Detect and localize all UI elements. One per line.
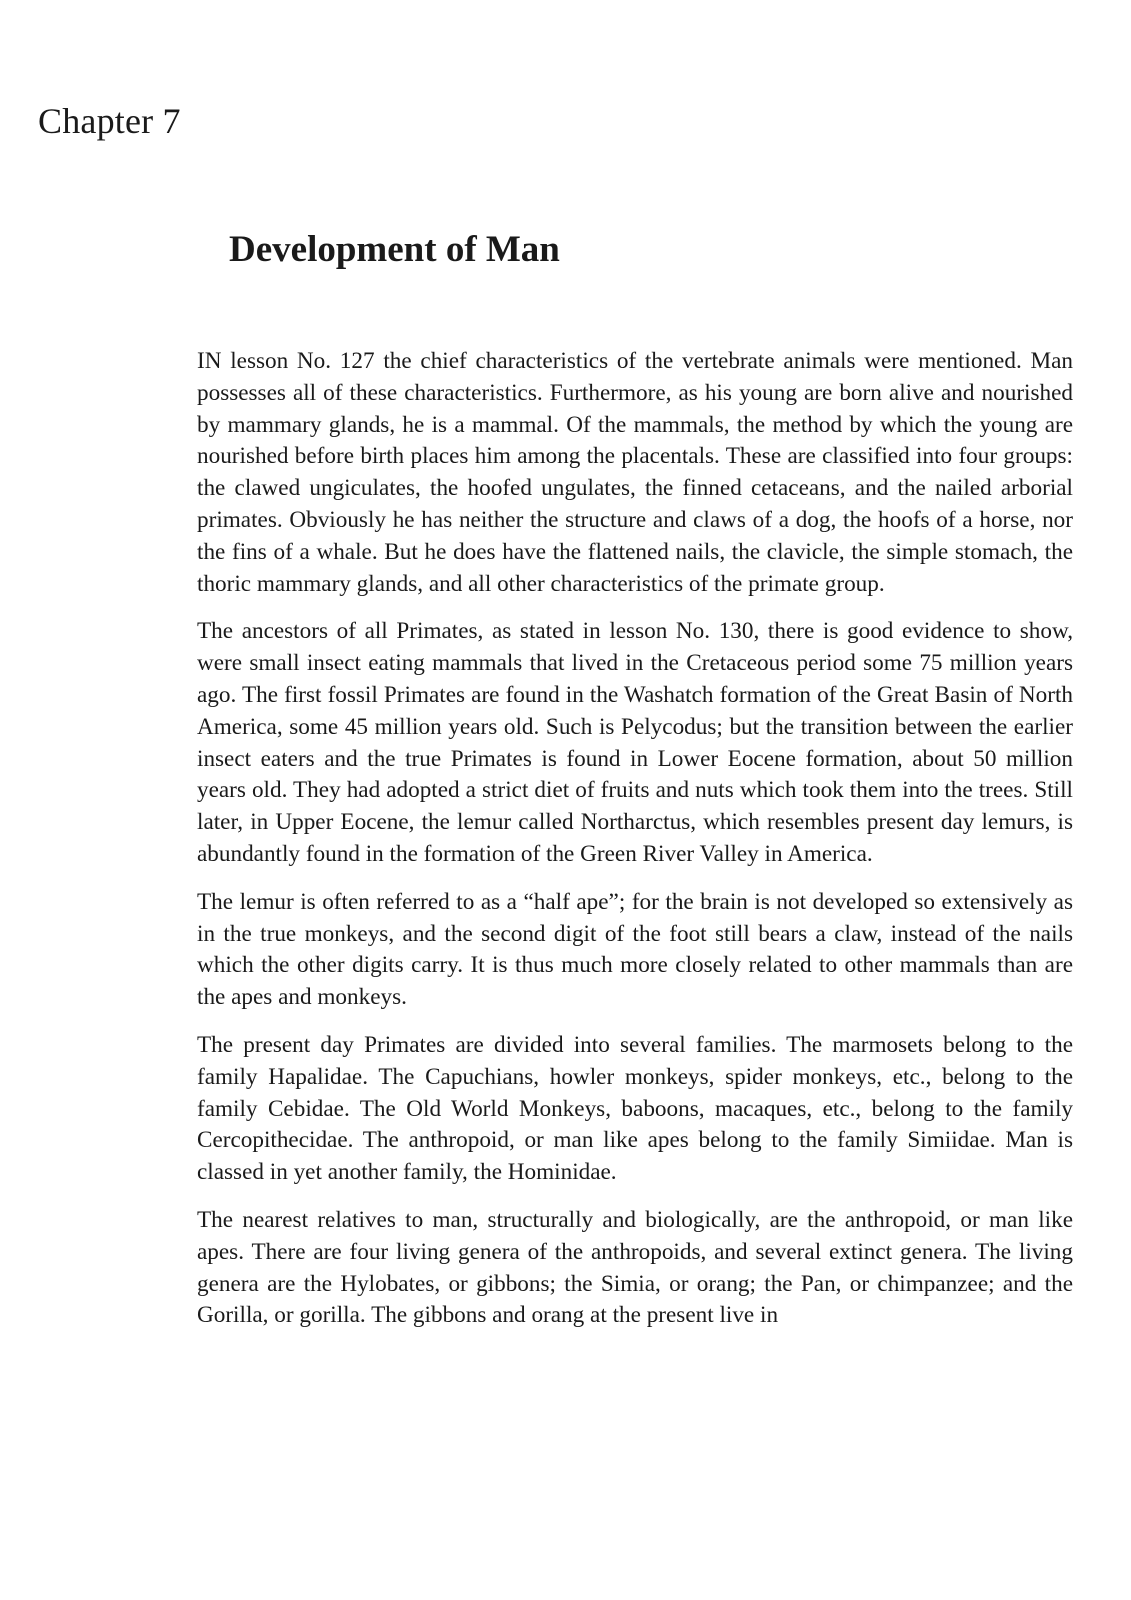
paragraph: The present day Primates are divided into several families. The marmosets belong to the family Hapalidae. The Capuchians, howler monkeys, spider monkeys, etc., belong to the family Cebidae. The Old World Monkeys, baboons, macaques, etc., belong to the family Cercopithecidae. The anthropoid, or man like apes belong to the family Simiidae. Man is classed in yet another family, the Hominidae. bbox=[197, 1031, 1073, 1186]
paragraph: IN lesson No. 127 the chief characteristics of the vertebrate animals were mentioned. Man possesses all of these characteristics. Furthermore, as his young are born alive and nourished by mammary glands, he is a mammal. Of the mammals, the method by which the young are nourished before birth places him among the placentals. These are classified into four groups: the clawed ungiculates, the hoofed ungulates, the finned cetaceans, and the nailed arborial primates. Obviously he has neither the structure and claws of a dog, the hoofs of a horse, nor the fins of a whale. But he does have the flattened nails, the clavicle, the simple stomach, the thoric mammary glands, and all other characteristics of the primate group. bbox=[197, 348, 1073, 597]
paragraph: The nearest relatives to man, structurally and biologically, are the anthropoid, or man like apes. There are four living genera of the anthropoids, and several extinct genera. The living genera are the Hylobates, or gibbons; the Simia, or orang; the Pan, or chimpanzee; and the Gorilla, or gorilla. The gibbons and orang at the present live in bbox=[197, 1206, 1073, 1329]
paragraph: The ancestors of all Primates, as stated in lesson No. 130, there is good evidence to show, were small insect eating mammals that lived in the Cretaceous period some 75 million years ago. The first fossil Primates are found in the Washatch formation of the Great Basin of North America, some 45 million years old. Such is Pelycodus; but the transition between the earlier insect eaters and the true Primates is found in Lower Eocene formation, about 50 million years old. They had adopted a strict diet of fruits and nuts which took them into the trees. Still later, in Upper Eocene, the lemur called Northarctus, which resembles present day lemurs, is abundantly found in the formation of the Green River Valley in America. bbox=[197, 618, 1073, 867]
chapter-label: Chapter 7 bbox=[38, 101, 181, 141]
body-text bbox=[197, 346, 1073, 1348]
chapter-title: Development of Man bbox=[229, 229, 560, 270]
paragraph: The lemur is often referred to as a “half ape”; for the brain is not developed so extensively as in the true monkeys, and the second digit of the foot still bears a claw, instead of the nails which the other digits carry. It is thus much more closely related to other mammals than are the apes and monkeys. bbox=[197, 888, 1073, 1011]
